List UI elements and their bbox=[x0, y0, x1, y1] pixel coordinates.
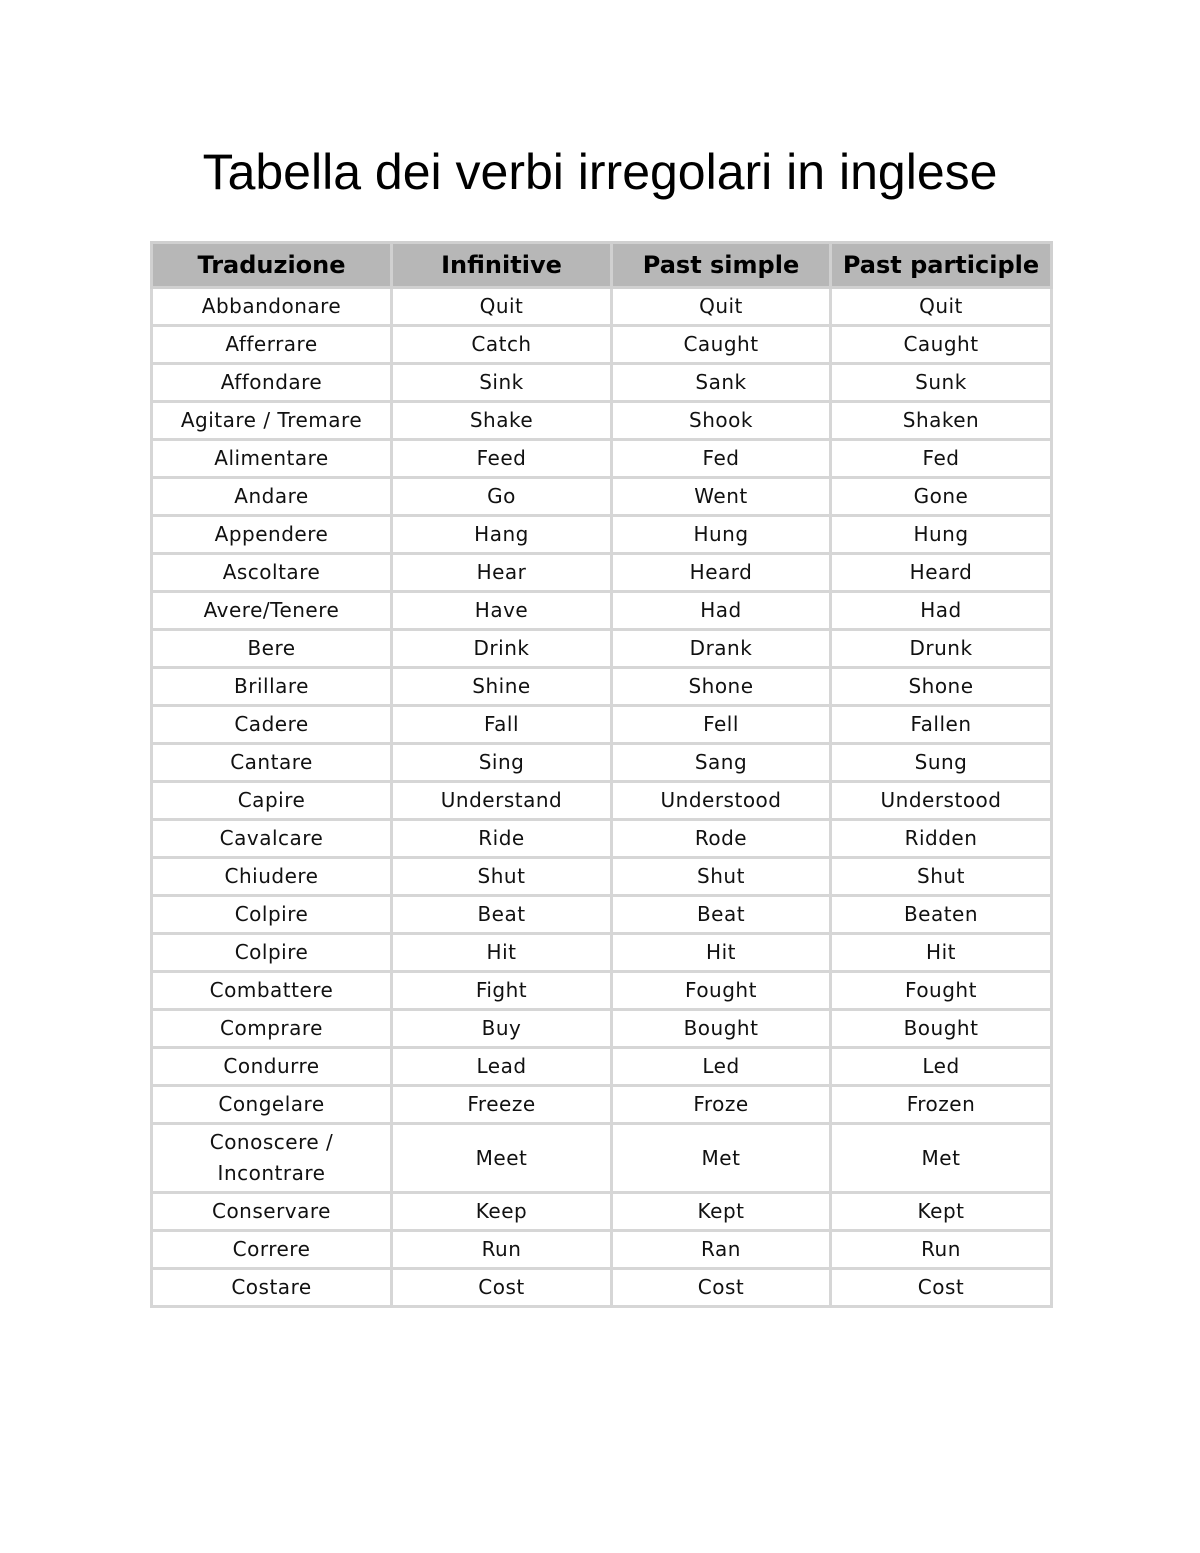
cell-past-simple: Heard bbox=[612, 554, 831, 592]
cell-infinitive: Catch bbox=[392, 326, 612, 364]
table-row bbox=[152, 630, 1052, 668]
verb-table bbox=[150, 241, 1053, 1308]
cell-infinitive: Shine bbox=[392, 668, 612, 706]
cell-past-participle: Sung bbox=[831, 744, 1052, 782]
cell-traduzione: Appendere bbox=[152, 516, 392, 554]
table-row bbox=[152, 402, 1052, 440]
cell-past-participle: Gone bbox=[831, 478, 1052, 516]
cell-infinitive: Beat bbox=[392, 896, 612, 934]
table-row bbox=[152, 820, 1052, 858]
cell-past-simple: Drank bbox=[612, 630, 831, 668]
cell-infinitive: Have bbox=[392, 592, 612, 630]
cell-traduzione: Combattere bbox=[152, 972, 392, 1010]
cell-traduzione: Cantare bbox=[152, 744, 392, 782]
cell-past-participle: Shaken bbox=[831, 402, 1052, 440]
table-row bbox=[152, 744, 1052, 782]
cell-past-participle: Shone bbox=[831, 668, 1052, 706]
cell-infinitive: Shake bbox=[392, 402, 612, 440]
cell-traduzione: Condurre bbox=[152, 1048, 392, 1086]
table-row bbox=[152, 1048, 1052, 1086]
cell-past-simple: Hit bbox=[612, 934, 831, 972]
cell-traduzione: Cadere bbox=[152, 706, 392, 744]
cell-traduzione: Bere bbox=[152, 630, 392, 668]
cell-past-participle: Understood bbox=[831, 782, 1052, 820]
table-row bbox=[152, 934, 1052, 972]
table-row bbox=[152, 1231, 1052, 1269]
cell-infinitive: Run bbox=[392, 1231, 612, 1269]
cell-past-simple: Froze bbox=[612, 1086, 831, 1124]
table-row bbox=[152, 288, 1052, 326]
cell-past-simple: Beat bbox=[612, 896, 831, 934]
cell-traduzione: Congelare bbox=[152, 1086, 392, 1124]
cell-infinitive: Keep bbox=[392, 1193, 612, 1231]
cell-past-simple: Went bbox=[612, 478, 831, 516]
cell-traduzione: Agitare / Tremare bbox=[152, 402, 392, 440]
cell-infinitive: Shut bbox=[392, 858, 612, 896]
table-row bbox=[152, 1010, 1052, 1048]
cell-infinitive: Meet bbox=[392, 1124, 612, 1193]
cell-past-simple: Met bbox=[612, 1124, 831, 1193]
cell-past-simple: Sank bbox=[612, 364, 831, 402]
cell-past-participle: Caught bbox=[831, 326, 1052, 364]
cell-past-participle: Shut bbox=[831, 858, 1052, 896]
cell-traduzione: Andare bbox=[152, 478, 392, 516]
table-row bbox=[152, 782, 1052, 820]
table-row bbox=[152, 592, 1052, 630]
cell-past-simple: Understood bbox=[612, 782, 831, 820]
cell-traduzione: Avere/Tenere bbox=[152, 592, 392, 630]
cell-traduzione: Abbandonare bbox=[152, 288, 392, 326]
cell-past-simple: Shone bbox=[612, 668, 831, 706]
cell-infinitive: Hang bbox=[392, 516, 612, 554]
table-row bbox=[152, 706, 1052, 744]
cell-past-participle: Heard bbox=[831, 554, 1052, 592]
table-row bbox=[152, 1269, 1052, 1307]
cell-past-participle: Fought bbox=[831, 972, 1052, 1010]
cell-past-simple: Fought bbox=[612, 972, 831, 1010]
cell-infinitive: Fight bbox=[392, 972, 612, 1010]
cell-traduzione: Conservare bbox=[152, 1193, 392, 1231]
cell-past-participle: Frozen bbox=[831, 1086, 1052, 1124]
cell-past-simple: Shook bbox=[612, 402, 831, 440]
cell-infinitive: Ride bbox=[392, 820, 612, 858]
header-row bbox=[152, 243, 1052, 288]
cell-traduzione: Affondare bbox=[152, 364, 392, 402]
table-row bbox=[152, 554, 1052, 592]
cell-past-simple: Caught bbox=[612, 326, 831, 364]
cell-traduzione: Conoscere / Incontrare bbox=[152, 1124, 392, 1193]
cell-infinitive: Freeze bbox=[392, 1086, 612, 1124]
table-row bbox=[152, 326, 1052, 364]
page-title: Tabella dei verbi irregolari in inglese bbox=[202, 144, 998, 200]
table-row bbox=[152, 516, 1052, 554]
cell-infinitive: Cost bbox=[392, 1269, 612, 1307]
cell-infinitive: Lead bbox=[392, 1048, 612, 1086]
cell-past-simple: Hung bbox=[612, 516, 831, 554]
cell-past-simple: Shut bbox=[612, 858, 831, 896]
cell-infinitive: Sing bbox=[392, 744, 612, 782]
cell-traduzione: Afferrare bbox=[152, 326, 392, 364]
cell-past-participle: Kept bbox=[831, 1193, 1052, 1231]
cell-past-participle: Bought bbox=[831, 1010, 1052, 1048]
cell-traduzione: Capire bbox=[152, 782, 392, 820]
cell-past-simple: Fed bbox=[612, 440, 831, 478]
column-header-past-participle: Past participle bbox=[831, 243, 1052, 288]
cell-infinitive: Sink bbox=[392, 364, 612, 402]
cell-past-simple: Ran bbox=[612, 1231, 831, 1269]
cell-traduzione: Ascoltare bbox=[152, 554, 392, 592]
table-row bbox=[152, 972, 1052, 1010]
cell-past-participle: Had bbox=[831, 592, 1052, 630]
cell-infinitive: Quit bbox=[392, 288, 612, 326]
cell-past-participle: Hung bbox=[831, 516, 1052, 554]
column-header-infinitive: Infinitive bbox=[392, 243, 612, 288]
cell-past-participle: Cost bbox=[831, 1269, 1052, 1307]
cell-past-participle: Ridden bbox=[831, 820, 1052, 858]
cell-infinitive: Hit bbox=[392, 934, 612, 972]
cell-past-participle: Fed bbox=[831, 440, 1052, 478]
cell-infinitive: Feed bbox=[392, 440, 612, 478]
table-row bbox=[152, 858, 1052, 896]
cell-past-participle: Drunk bbox=[831, 630, 1052, 668]
cell-infinitive: Drink bbox=[392, 630, 612, 668]
table-row bbox=[152, 478, 1052, 516]
cell-traduzione: Chiudere bbox=[152, 858, 392, 896]
cell-past-simple: Had bbox=[612, 592, 831, 630]
cell-past-simple: Quit bbox=[612, 288, 831, 326]
cell-traduzione: Comprare bbox=[152, 1010, 392, 1048]
cell-traduzione: Alimentare bbox=[152, 440, 392, 478]
cell-traduzione: Costare bbox=[152, 1269, 392, 1307]
table-row bbox=[152, 364, 1052, 402]
cell-infinitive: Hear bbox=[392, 554, 612, 592]
table-row bbox=[152, 1086, 1052, 1124]
table-row bbox=[152, 896, 1052, 934]
cell-past-simple: Bought bbox=[612, 1010, 831, 1048]
cell-traduzione: Brillare bbox=[152, 668, 392, 706]
cell-past-simple: Rode bbox=[612, 820, 831, 858]
cell-past-participle: Sunk bbox=[831, 364, 1052, 402]
cell-traduzione: Colpire bbox=[152, 896, 392, 934]
cell-past-participle: Quit bbox=[831, 288, 1052, 326]
cell-infinitive: Buy bbox=[392, 1010, 612, 1048]
cell-infinitive: Understand bbox=[392, 782, 612, 820]
cell-infinitive: Go bbox=[392, 478, 612, 516]
cell-traduzione: Cavalcare bbox=[152, 820, 392, 858]
cell-past-participle: Run bbox=[831, 1231, 1052, 1269]
cell-past-simple: Cost bbox=[612, 1269, 831, 1307]
cell-past-participle: Led bbox=[831, 1048, 1052, 1086]
cell-traduzione: Correre bbox=[152, 1231, 392, 1269]
cell-past-simple: Kept bbox=[612, 1193, 831, 1231]
cell-past-participle: Fallen bbox=[831, 706, 1052, 744]
cell-past-participle: Beaten bbox=[831, 896, 1052, 934]
cell-infinitive: Fall bbox=[392, 706, 612, 744]
cell-past-simple: Sang bbox=[612, 744, 831, 782]
table-row bbox=[152, 440, 1052, 478]
column-header-traduzione: Traduzione bbox=[152, 243, 392, 288]
column-header-past-simple: Past simple bbox=[612, 243, 831, 288]
cell-past-participle: Hit bbox=[831, 934, 1052, 972]
table-row bbox=[152, 668, 1052, 706]
cell-past-simple: Led bbox=[612, 1048, 831, 1086]
table-row bbox=[152, 1193, 1052, 1231]
cell-past-participle: Met bbox=[831, 1124, 1052, 1193]
cell-traduzione: Colpire bbox=[152, 934, 392, 972]
table-row bbox=[152, 1124, 1052, 1193]
cell-past-simple: Fell bbox=[612, 706, 831, 744]
